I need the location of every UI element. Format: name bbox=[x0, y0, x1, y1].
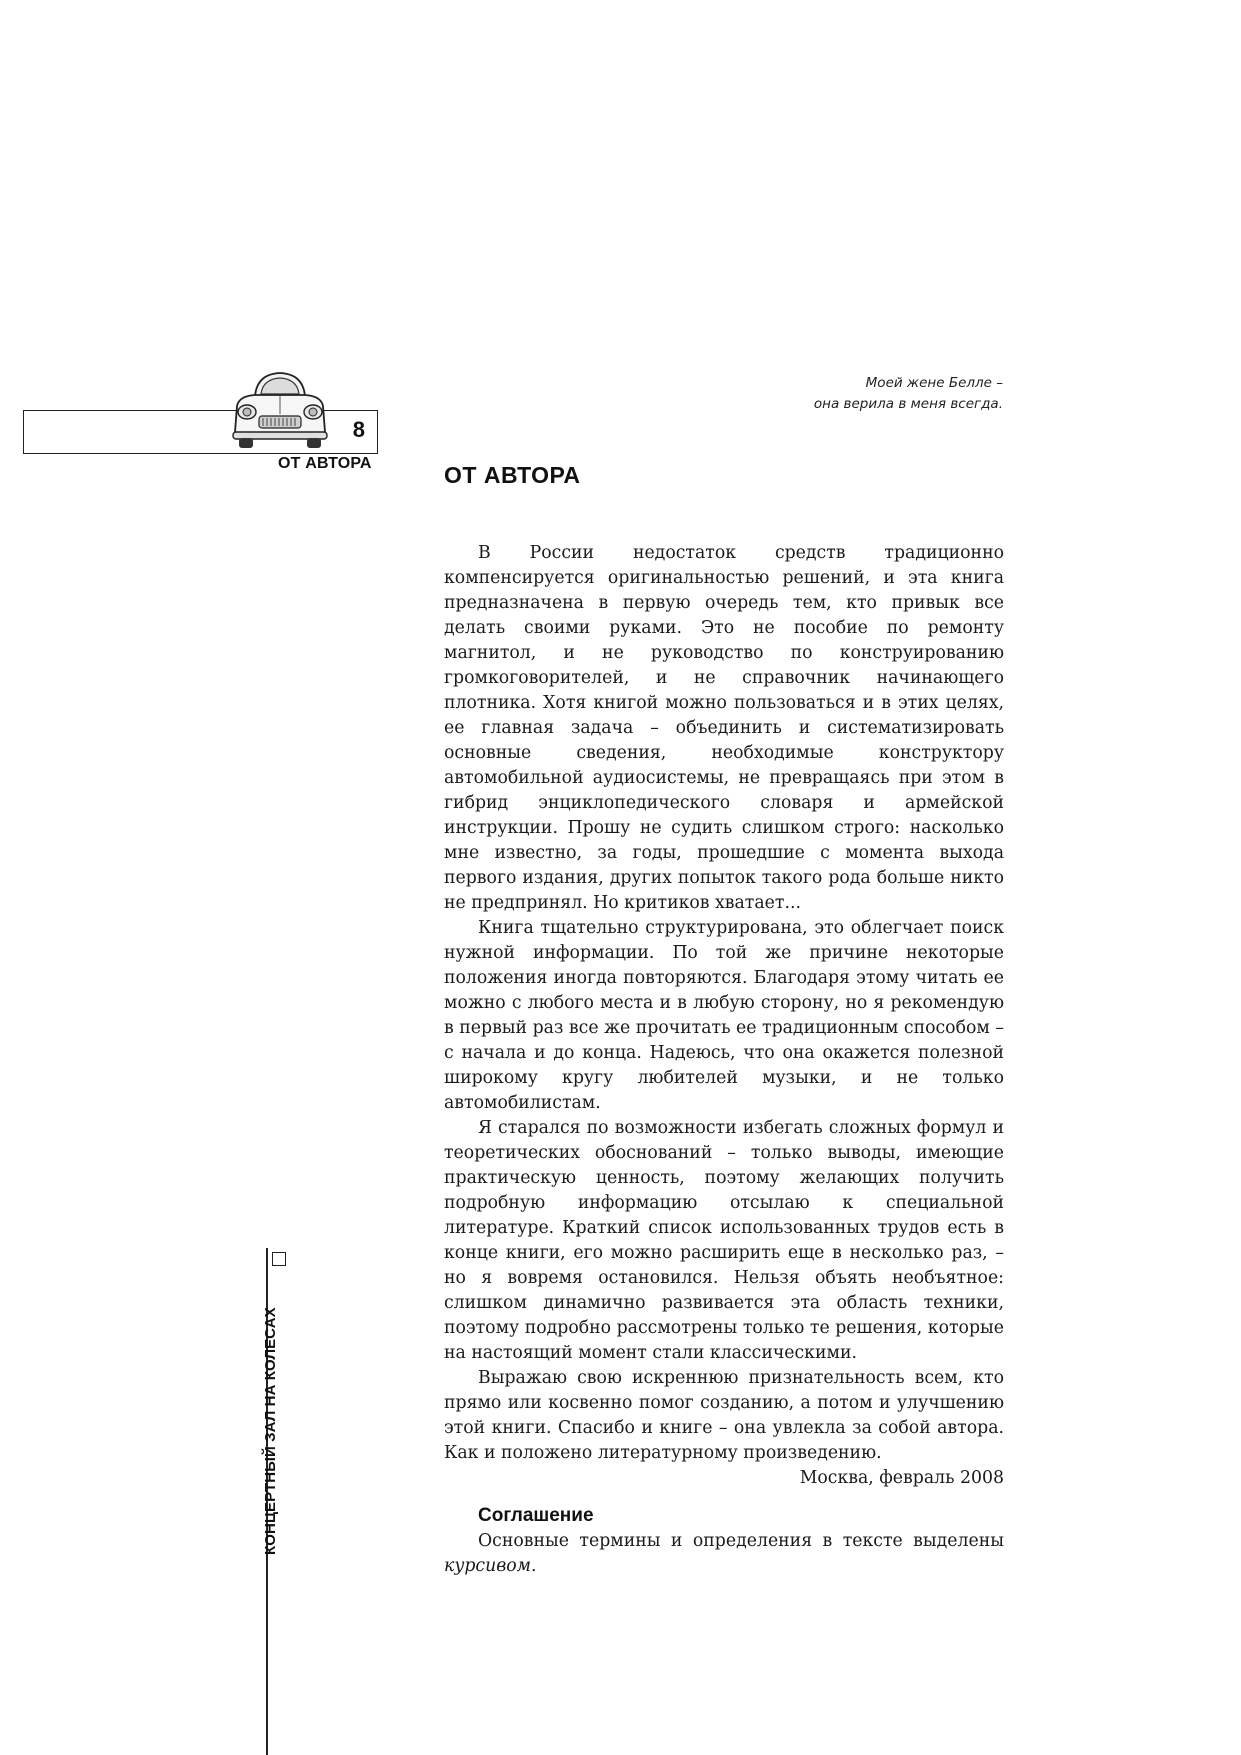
dedication-line-1: Моей жене Белле – bbox=[865, 375, 1003, 391]
signature: Москва, февраль 2008 bbox=[799, 1468, 1004, 1488]
spine-marker bbox=[272, 1252, 286, 1266]
dedication bbox=[814, 373, 1003, 415]
paragraph: Я старался по возможности избегать сложных формул и теоретических обоснований – только выводы, имеющие практическую ценность, поэтому желающих получить подробную информацию отсылаю к специальной литературе. Краткий список использованных трудов есть в конце книги, его можно расширить еще в несколько раз, – но я вовремя остановился. Нельзя объять необъятное: слишком динамично развивается эта область техники, поэтому подробно рассмотрены только те решения, которые на настоящий момент стали классическими. bbox=[444, 1118, 1004, 1363]
subheading: Соглашение bbox=[478, 1505, 594, 1526]
convention-end: . bbox=[531, 1556, 537, 1576]
running-head: ОТ АВТОРА bbox=[278, 455, 372, 472]
body-text bbox=[444, 541, 1004, 1579]
spine-book-title: КОНЦЕРТНЫЙ ЗАЛ НА КОЛЕСАХ bbox=[262, 1307, 279, 1555]
car-icon bbox=[225, 362, 335, 452]
convention-italic: курсивом bbox=[444, 1556, 532, 1576]
dedication-line-2: она верила в меня всегда. bbox=[813, 396, 1003, 412]
chapter-title: ОТ АВТОРА bbox=[444, 462, 581, 488]
convention-text: Основные термины и определения в тексте выделены bbox=[478, 1531, 1004, 1551]
paragraph: Выражаю свою искреннюю признательность всем, кто прямо или косвенно помог созданию, а потом и улучшению этой книги. Спасибо и книге – она увлекла за собой автора. Как и положено литературному произведению. bbox=[444, 1368, 1004, 1463]
paragraph: Книга тщательно структурирована, это облегчает поиск нужной информации. По той же причине некоторые положения иногда повторяются. Благодаря этому читать ее можно с любого места и в любую сторону, но я рекомендую в первый раз все же прочитать ее традиционным способом – с начала и до конца. Надеюсь, что она окажется полезной широкому кругу любителей музыки, и не только автомобилистам. bbox=[444, 918, 1004, 1113]
convention-paragraph bbox=[444, 1529, 1004, 1579]
paragraph: В России недостаток средств традиционно компенсируется оригинальностью решений, и эта книга предназначена в первую очередь тем, кто привык все делать своими руками. Это не пособие по ремонту магнитол, и не руководство по конструированию громкоговорителей, и не справочник начинающего плотника. Хотя книгой можно пользоваться и в этих целях, ее главная задача – объединить и систематизировать основные сведения, необходимые конструктору автомобильной аудиосистемы, не превращаясь при этом в гибрид энциклопедического словаря и армейской инструкции. Прошу не судить слишком строго: насколько мне известно, за годы, прошедшие с момента выхода первого издания, других попыток такого рода больше никто не предпринял. Но критиков хватает... bbox=[444, 543, 1004, 913]
page-number: 8 bbox=[352, 417, 365, 442]
